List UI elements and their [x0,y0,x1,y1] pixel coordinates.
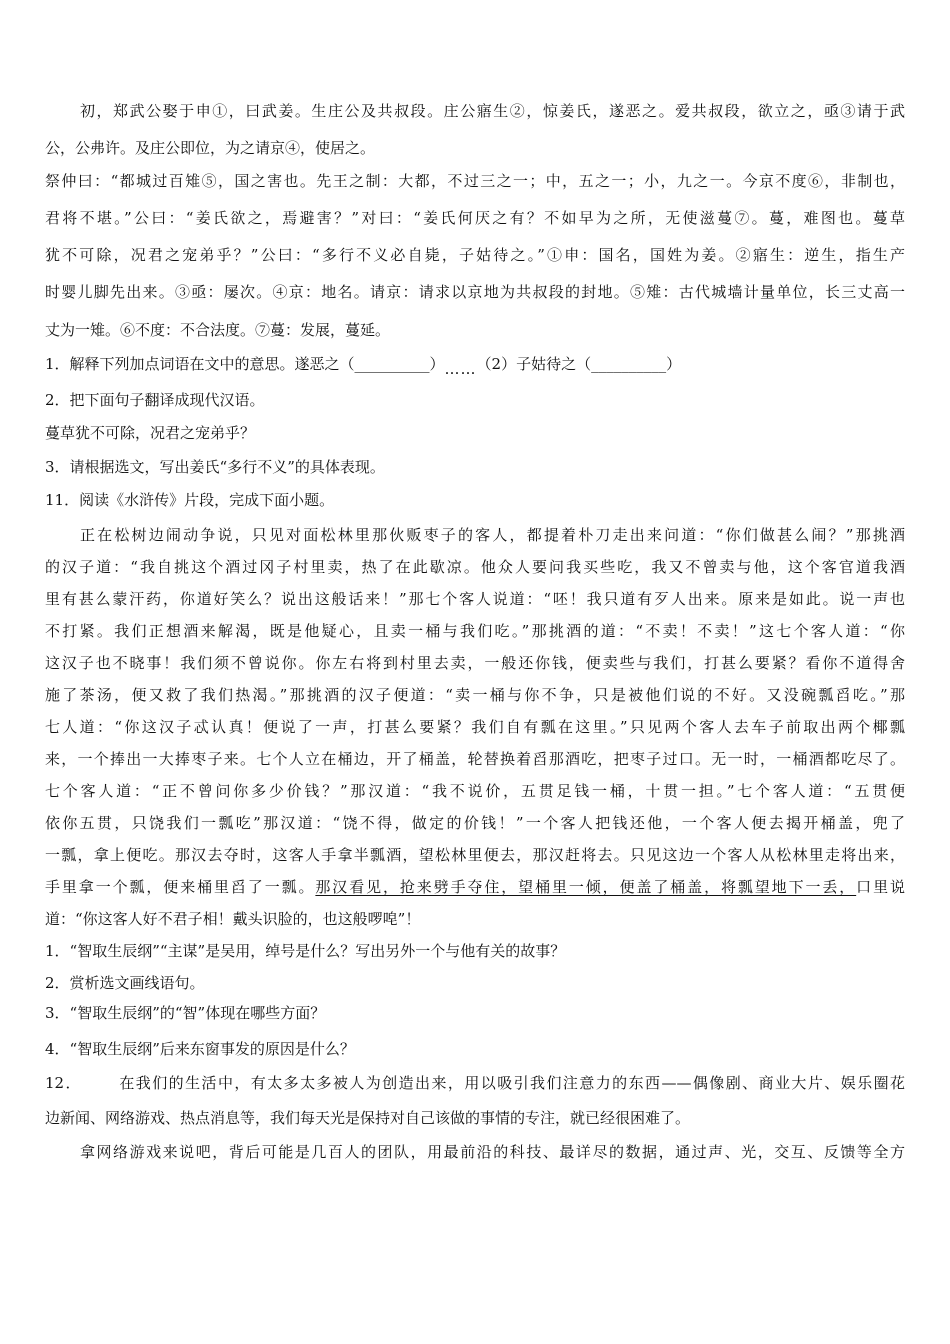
text-line [80,101,905,121]
text-line [45,245,905,265]
text-segment: 公，公弗许。及庄公即位，为之请京④，使居之。 [45,139,376,157]
text-segment: 丈为一雉。⑥不度：不合法度。⑦蔓：发展，蔓延。 [45,321,391,339]
text-segment: 2．赏析选文画线语句。 [45,974,205,992]
text-segment: 这汉子也不晓事！我们须不曾说你。你左右将到村里去卖，一般还你钱，便卖些与我们，打甚么要紧？看你不道得舍 [45,654,905,672]
text-line [45,457,905,477]
underlined-sentence: 那汉看见，抢来劈手夺住，望桶里一倾，便盖了桶盖，将瓢望地下一丢， [315,878,857,896]
text-line [45,423,905,443]
text-line [45,589,905,609]
text-segment: 在我们的生活中，有太多太多被人为创造出来，用以吸引我们注意力的东西——偶像剧、商业大片、娱乐圈花 [117,1074,905,1092]
text-segment: 初，郑武公娶于申①，曰武姜。生庄公及共叔段。庄公寤生②，惊姜氏，遂恶之。爱共叔段，欲立之，亟③请于武 [80,102,905,120]
text-line [45,138,905,158]
text-segment: 祭仲曰：“都城过百雉⑤，国之害也。先王之制：大都，不过三之一；中，五之一；小，九之一。今京不度⑥，非制也， [45,172,905,190]
text-line [45,845,905,865]
text-line [45,941,905,961]
text-line [45,171,905,191]
text-line [45,557,905,577]
text-segment: 手里拿一个瓢，便来桶里舀了一瓢。 [45,878,316,896]
text-segment: 4．“智取生辰纲”后来东窗事发的原因是什么？ [45,1040,355,1058]
text-line [45,685,905,705]
text-segment: 3．“智取生辰纲”的“智”体现在哪些方面？ [45,1004,326,1022]
text-line [45,909,905,929]
text-segment: 不打紧。我们正想酒来解渴，既是他疑心，且卖一桶与我们吃。”那挑酒的道：“不卖！不卖！”这七个客人道：“你 [45,622,905,640]
text-segment: 口里说 [856,878,905,896]
ellipsis-dots: …… [444,360,477,378]
text-segment: 里有甚么蒙汗药，你道好笑么？说出这般话来！”那七个客人说道：“呸！我只道有歹人出来。原来是如此。说一声也 [45,590,905,608]
text-segment: 1．解释下列加点词语在文中的意思。遂恶之（__________） [45,355,445,373]
text-line [80,525,905,545]
text-line [45,749,905,769]
text-segment: 拿网络游戏来说吧，背后可能是几百人的团队，用最前沿的科技、最详尽的数据，通过声、光，交互、反馈等全方 [80,1143,905,1161]
text-segment: 依你五贯，只饶我们一瓢吃”那汉道：“饶不得，做定的价钱！”一个客人把钱还他，一个客人便去揭开桶盖，兜了 [45,814,905,832]
text-segment: 1．“智取生辰纲”“主谋”是吴用，绰号是什么？写出另外一个与他有关的故事？ [45,942,566,960]
text-segment: 3．请根据选文，写出姜氏“多行不义”的具体表现。 [45,458,385,476]
text-segment: 一瓢，拿上便吃。那汉去夺时，这客人手拿半瓢酒，望松林里便去，那汉赶将去。只见这边一个客人从松林里走将出来， [45,846,905,864]
text-segment: 正在松树边闹动争说，只见对面松林里那伙贩枣子的客人，都提着朴刀走出来问道：“你们做甚么闹？”那挑酒 [80,526,905,544]
text-line [45,390,905,410]
text-line [45,877,905,897]
text-line [45,621,905,641]
text-line [45,1003,905,1023]
text-segment: 道：“你这客人好不君子相！戴头识脸的，也这般啰唣”！ [45,910,421,928]
text-segment: 来，一个捧出一大捧枣子来。七个人立在桶边，开了桶盖，轮替换着舀那酒吃，把枣子过口。无一时，一桶酒都吃尽了。 [45,750,905,768]
text-line [45,813,905,833]
text-line [45,717,905,737]
text-line [45,1108,905,1128]
text-segment: 时婴儿脚先出来。③亟：屡次。④京：地名。请京：请求以京地为共叔段的封地。⑤雉：古代城墙计量单位，长三丈高一 [45,283,905,301]
text-line [45,653,905,673]
text-segment: 蔓草犹不可除，况君之宠弟乎？ [45,424,256,442]
text-segment: 11．阅读《水浒传》片段，完成下面小题。 [45,491,335,509]
text-segment: 七人道：“你这汉子忒认真！便说了一声，打甚么要紧？我们自有瓢在这里。”只见两个客人去车子前取出两个椰瓢 [45,718,905,736]
text-segment: 的汉子道：“我自挑这个酒过冈子村里卖，热了在此歇凉。他众人要问我买些吃，我又不曾卖与他，这个客官道我酒 [45,558,905,576]
text-line [45,354,905,378]
text-line [45,1073,905,1093]
text-line [45,282,905,302]
text-segment: 2．把下面句子翻译成现代汉语。 [45,391,265,409]
text-line [80,1142,905,1162]
text-segment: 12． [45,1074,82,1092]
text-line [45,208,905,228]
text-segment: （2）子姑待之（__________） [476,355,682,373]
text-line [45,1039,905,1059]
text-line [45,320,905,340]
text-segment: 君将不堪。”公曰：“姜氏欲之，焉避害？”对曰：“姜氏何厌之有？不如早为之所，无使滋蔓⑦。蔓，难图也。蔓草 [45,209,905,227]
text-segment: 边新闻、网络游戏、热点消息等，我们每天光是保持对自己该做的事情的专注，就已经很困难了。 [45,1109,691,1127]
text-line [45,781,905,801]
text-line [45,490,905,510]
text-line [45,973,905,993]
text-segment: 施了茶汤，便又救了我们热渴。”那挑酒的汉子便道：“卖一桶与你不争，只是被他们说的不好。又没碗瓢舀吃。”那 [45,686,905,704]
text-segment: 犹不可除，况君之宠弟乎？”公曰：“多行不义必自毙，子姑待之。”①申：国名，国姓为姜。②寤生：逆生，指生产 [45,246,905,264]
text-segment: 七个客人道：“正不曾问你多少价钱？”那汉道：“我不说价，五贯足钱一桶，十贯一担。”七个客人道：“五贯便 [45,782,905,800]
